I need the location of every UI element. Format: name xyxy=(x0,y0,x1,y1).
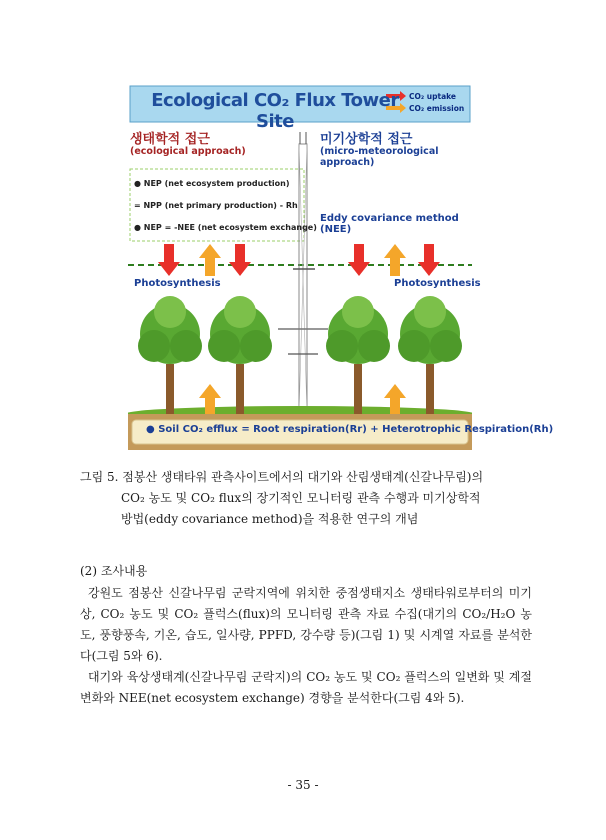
paragraph-2-text: 대기와 육상생태계(신갈나무림 군락지)의 CO₂ 농도 및 CO₂ 플럭스의 일변화 및 계절변화와 NEE(net ecosystem exchange) 경향을 분석한다(그림 4와 5). xyxy=(80,670,532,705)
photosynthesis-label-left: Photosynthesis xyxy=(134,278,221,289)
paragraph-2 xyxy=(80,667,532,709)
soil-efflux-equation: ● Soil CO₂ efflux = Root respiration(Rr) + Heterotrophic Respiration(Rh) xyxy=(146,424,554,435)
caption-line-3: 방법(eddy covariance method)을 적용한 연구의 개념 xyxy=(121,512,419,526)
npp-equation: = NPP (net primary production) - Rh xyxy=(134,201,298,210)
figure-caption xyxy=(80,467,530,530)
ecological-approach-subtitle: (ecological approach) xyxy=(130,146,246,157)
eddy-covariance-label: Eddy covariance method (NEE) xyxy=(320,213,459,235)
paragraph-1-text: 강원도 점봉산 신갈나무림 군락지역에 위치한 중점생태지소 생태타워로부터의 미기상, CO₂ 농도 및 CO₂ 플럭스(flux)의 모니터링 관측 자료 수집(대기의 CO₂/H₂O 농도, 풍향풍속, 기온, 습도, 일사량, PPFD, 강수량 등)(그림 1) 및 시계열 자료를 분석한다(그림 5와 6). xyxy=(80,586,532,663)
caption-line-1: 그림 5. 점봉산 생태타워 관측사이트에서의 대기와 산림생태계(신갈나무림)의 xyxy=(80,470,484,484)
figure-concept-diagram xyxy=(128,84,554,450)
legend-uptake-label: CO₂ uptake xyxy=(409,92,457,101)
ecological-approach-title: 생태학적 접근 xyxy=(130,132,210,147)
banner-title: Ecological CO₂ Flux Tower Site xyxy=(151,90,399,132)
nep-definition: ● NEP (net ecosystem production) xyxy=(134,179,290,188)
caption-line-2: CO₂ 농도 및 CO₂ flux의 장기적인 모니터링 관측 수행과 미기상학적 xyxy=(121,491,481,505)
micrometeorological-approach-title: 미기상학적 접근 xyxy=(320,132,413,147)
micrometeorological-approach-subtitle: (micro-meteorological approach) xyxy=(320,146,439,168)
paragraph-1 xyxy=(80,583,532,667)
section-heading: (2) 조사내용 xyxy=(80,564,148,578)
page-number: - 35 - xyxy=(287,778,319,792)
photosynthesis-label-right: Photosynthesis xyxy=(394,278,481,289)
legend-emission-label: CO₂ emission xyxy=(409,104,465,113)
nee-relation: ● NEP = -NEE (net ecosystem exchange) xyxy=(134,223,317,232)
